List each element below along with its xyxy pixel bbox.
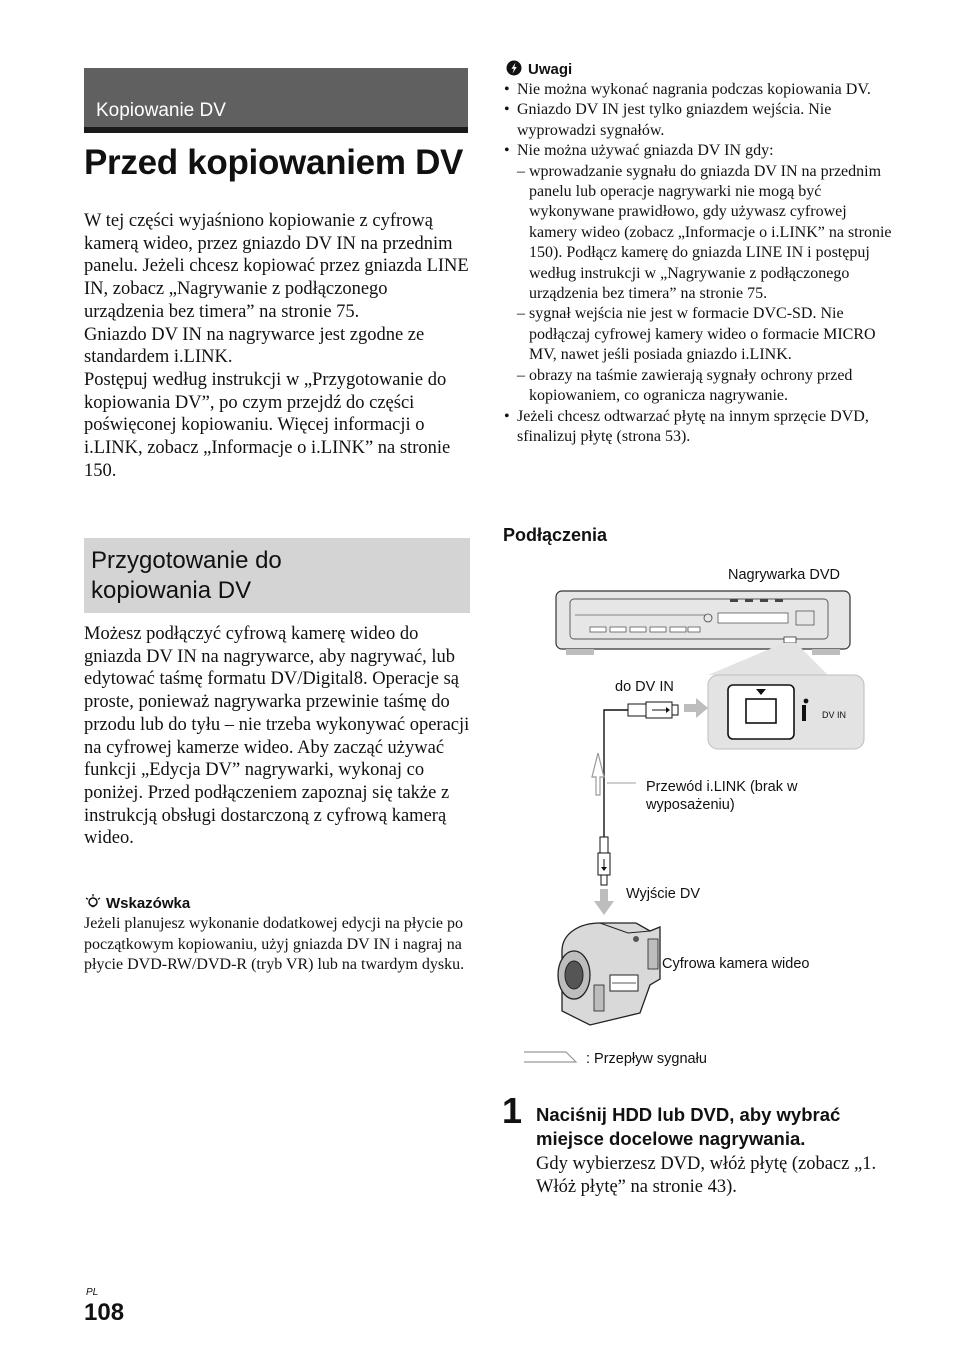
intro-paragraph-1: W tej części wyjaśniono kopiowanie z cyfrową kamerą wideo, przez gniazdo DV IN na przednim panelu. Jeżeli chcesz kopiować przez gniazda LINE IN, zobacz „Nagrywanie z podłączonego urządzenia bez timera” na stronie 75. xyxy=(84,211,469,322)
dv-in-zoom-box xyxy=(708,643,864,749)
notes-list xyxy=(503,80,895,447)
intro-text xyxy=(84,210,470,482)
subsection-header xyxy=(84,538,470,613)
lightbulb-icon xyxy=(84,894,102,910)
notes-heading-text: Uwagi xyxy=(528,61,573,78)
label-flow: : Przepływ sygnału xyxy=(586,1051,707,1067)
step-title: Naciśnij HDD lub DVD, aby wybrać miejsce docelowe nagrywania. xyxy=(536,1104,841,1149)
cable-plug-dv-out xyxy=(598,837,610,885)
note-item: • Nie można używać gniazda DV IN gdy: xyxy=(503,141,895,161)
label-cable-line-1: Przewód i.LINK (brak w xyxy=(646,779,798,795)
step-body: Gdy wybierzesz DVD, włóż płytę (zobacz „1. Włóż płytę” na stronie 43). xyxy=(536,1154,877,1197)
page-number: 108 xyxy=(84,1299,125,1326)
subsection-title-line-1: Przygotowanie do xyxy=(91,547,282,574)
subsection-body: Możesz podłączyć cyfrową kamerę wideo do gniazda DV IN na nagrywarce, aby nagrywać, lub edytować taśmę formatu DV/Digital8. Operacje są proste, ponieważ nagrywarka przewinie taśmę do przodu lub do tyłu – nie trzeba wykonywać operacji na cyfrowej kamerze wideo. Aby zacząć używać funkcji „Edycja DV” nagrywarki, wykonaj co poniżej. Przed podłączeniem zapoznaj się także z instrukcją obsługi dostarczoną z cyfrową kamerą wideo. xyxy=(84,624,470,849)
tip-body: Jeżeli planujesz wykonanie dodatkowej edycji na płycie po początkowym kopiowaniu, użyj gniazda DV IN i nagraj na płycie DVD-RW/DVD-R (tryb VR) lub na twardym dysku. xyxy=(84,915,465,974)
step-number: 1 xyxy=(502,1090,523,1131)
page-title: Przed kopiowaniem DV xyxy=(84,143,464,182)
section-header-bar xyxy=(84,68,468,133)
label-port: DV IN xyxy=(822,710,847,720)
dvd-recorder-illustration xyxy=(556,591,850,655)
note-item: • Gniazdo DV IN jest tylko gniazdem wejścia. Nie wyprowadzi sygnałów. xyxy=(503,100,895,141)
label-recorder: Nagrywarka DVD xyxy=(728,567,840,583)
label-camera: Cyfrowa kamera wideo xyxy=(662,956,810,972)
section-title: Kopiowanie DV xyxy=(96,100,226,121)
connections-heading: Podłączenia xyxy=(503,525,608,545)
tip-heading xyxy=(84,894,190,912)
intro-paragraph-2: Gniazdo DV IN na nagrywarce jest zgodne ze standardem i.LINK. xyxy=(84,324,425,368)
signal-arrow-up xyxy=(592,753,604,795)
signal-arrow-down xyxy=(594,889,614,915)
flow-legend-arrow xyxy=(524,1052,576,1062)
note-subitem: – wprowadzanie sygnału do gniazda DV IN na przednim panelu lub operacje nagrywarki nie mogą być wykonywane prawidłowo, gdy używasz cyfrowej kamery wideo (zobacz „Informacje o i.LINK” na stronie 150). Podłącz kamerę do gniazda LINE IN i postępuj według instrukcji w „Nagrywanie z podłączonego urządzenia bez timera” na stronie 75. xyxy=(503,162,895,305)
caution-icon xyxy=(506,60,522,76)
label-dv-out: Wyjście DV xyxy=(626,886,700,902)
label-dv-in: do DV IN xyxy=(615,679,674,695)
note-subitem: – obrazy na taśmie zawierają sygnały ochrony przed kopiowaniem, co ogranicza nagrywanie. xyxy=(503,366,895,407)
intro-paragraph-3: Postępuj według instrukcji w „Przygotowanie do kopiowania DV”, po czym przejdź do części poświęconej kopiowaniu. Więcej informacji o i.LINK, zobacz „Informacje o i.LINK” na stronie 150. xyxy=(84,369,451,481)
subsection-title xyxy=(91,546,282,606)
label-cable-line-2: wyposażeniu) xyxy=(646,797,735,813)
subsection-title-line-2: kopiowania DV xyxy=(91,577,252,604)
signal-arrow xyxy=(684,698,708,718)
note-item: • Jeżeli chcesz odtwarzać płytę na innym sprzęcie DVD, sfinalizuj płytę (strona 53). xyxy=(503,407,895,448)
camcorder-illustration xyxy=(558,923,660,1025)
notes-heading xyxy=(506,60,572,78)
tip-heading-text: Wskazówka xyxy=(106,895,191,912)
note-subitem: – sygnał wejścia nie jest w formacie DVC-SD. Nie podłączaj cyfrowej kamery wideo o formacie MICRO MV, nawet jeśli posiada gniazdo i.LINK. xyxy=(503,304,895,365)
page-region-code: PL xyxy=(86,1287,99,1298)
note-item: • Nie można wykonać nagrania podczas kopiowania DV. xyxy=(503,80,895,100)
connection-diagram xyxy=(500,555,900,1075)
